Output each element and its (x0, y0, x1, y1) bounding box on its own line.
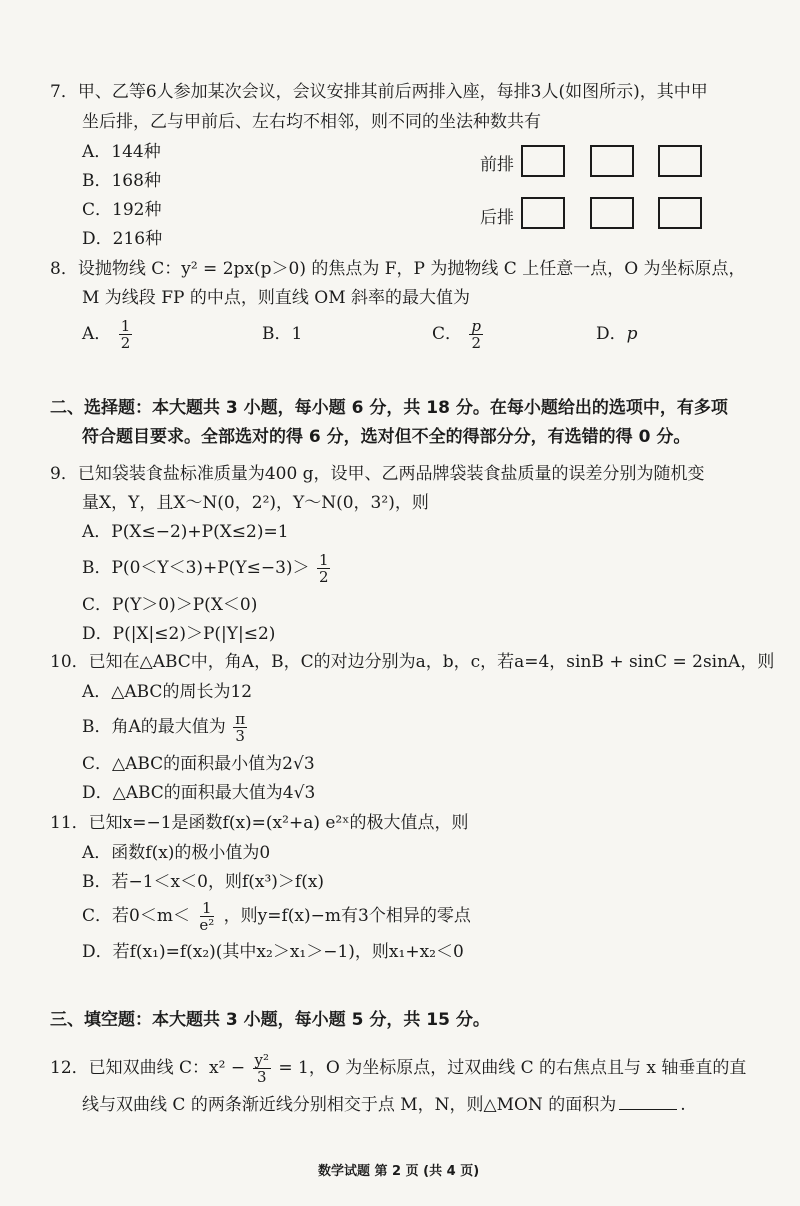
q11-option-a: A．函数f(x)的极小值为0 (82, 843, 271, 863)
q7-stem-line1: 7．甲、乙等6人参加某次会议，会议安排其前后两排入座，每排3人(如图所示)，其中甲 (50, 82, 708, 102)
q8-option-d-value: p (626, 324, 638, 344)
back-seat-3 (658, 197, 702, 229)
q12-stem-start: 12．已知双曲线 C：x² − (50, 1058, 246, 1078)
section-2-heading-line2: 符合题目要求。全部选对的得 6 分，选对但不全的得部分分，有选错的得 0 分。 (82, 427, 691, 447)
front-row-label: 前排 (480, 155, 514, 175)
q12-period: . (680, 1095, 686, 1115)
page-footer: 数学试题 第 2 页 (共 4 页) (318, 1164, 480, 1179)
q8-c-numerator: p (471, 317, 482, 335)
q12-stem-line2-text: 线与双曲线 C 的两条渐近线分别相交于点 M，N，则△MON 的面积为 (82, 1095, 617, 1115)
q8-a-denominator: 2 (120, 334, 131, 352)
q10-option-b-text: B．角A的最大值为 (82, 717, 226, 737)
q8-stem-line1: 8．设抛物线 C：y² = 2px(p＞0) 的焦点为 F，P 为抛物线 C 上任意一点，O 为坐标原点， (50, 259, 746, 279)
q11-option-c-text-start: C．若0＜m＜ (82, 906, 190, 926)
q11-c-numerator: 1 (202, 899, 212, 917)
q8-option-c (432, 318, 485, 351)
q11-option-b: B．若−1＜x＜0，则f(x³)＞f(x) (82, 872, 325, 892)
q11-option-c-fraction (197, 900, 216, 933)
q11-c-denominator: e² (199, 916, 215, 934)
q9-stem-line1: 9．已知袋装食盐标准质量为400 g，设甲、乙两品牌袋装食盐质量的误差分别为随机变 (50, 464, 705, 484)
answer-blank[interactable] (619, 1109, 677, 1110)
q7-option-d: D．216种 (82, 229, 163, 249)
back-row-label: 后排 (480, 208, 514, 228)
q8-option-a-label: A． (82, 324, 112, 344)
q10-option-c: C．△ABC的面积最小值为2√3 (82, 754, 315, 774)
q8-stem-line2: M 为线段 FP 的中点，则直线 OM 斜率的最大值为 (82, 288, 471, 308)
q8-a-numerator: 1 (120, 317, 131, 335)
q8-option-c-fraction (469, 318, 483, 351)
q12-stem-line1 (50, 1052, 746, 1085)
q8-c-denominator: 2 (471, 334, 481, 352)
q11-option-d: D．若f(x₁)=f(x₂)(其中x₂＞x₁＞−1)，则x₁+x₂＜0 (82, 942, 464, 962)
q9-option-d: D．P(|X|≤2)＞P(|Y|≤2) (82, 624, 276, 644)
q8-option-b: B．1 (262, 324, 303, 344)
q9-b-numerator: 1 (318, 551, 329, 569)
q12-fraction (253, 1052, 272, 1085)
q8-option-a-fraction (119, 318, 133, 351)
q8-option-a (82, 318, 134, 351)
q12-denominator: 3 (256, 1068, 267, 1086)
q8-option-d-label: D． (596, 324, 627, 344)
q7-stem-line2: 坐后排，乙与甲前后、左右均不相邻，则不同的坐法种数共有 (82, 112, 541, 132)
section-3-heading: 三、填空题：本大题共 3 小题，每小题 5 分，共 15 分。 (50, 1010, 490, 1030)
q10-option-b (82, 711, 249, 744)
q9-option-b-text: B．P(0＜Y＜3)+P(Y≤−3)＞ (82, 558, 310, 578)
q12-numerator: y² (254, 1051, 269, 1069)
q7-option-b: B．168种 (82, 171, 161, 191)
q9-stem-line2: 量X，Y，且X～N(0，2²)，Y～N(0，3²)，则 (82, 493, 429, 513)
front-seat-2 (590, 145, 634, 177)
q10-option-a: A．△ABC的周长为12 (82, 682, 253, 702)
q10-option-d: D．△ABC的面积最大值为4√3 (82, 783, 316, 803)
q8-option-d (596, 322, 638, 346)
back-seat-1 (521, 197, 565, 229)
front-seat-1 (521, 145, 565, 177)
q11-option-c (82, 900, 471, 933)
q7-option-a: A．144种 (82, 142, 161, 162)
q12-stem-line2 (82, 1093, 686, 1117)
q11-stem: 11．已知x=−1是函数f(x)=(x²+a) e²ˣ的极大值点，则 (50, 813, 469, 833)
q10-b-denominator: 3 (235, 727, 245, 745)
q10-b-numerator: π (235, 710, 246, 728)
front-seat-3 (658, 145, 702, 177)
q9-option-b (82, 552, 332, 585)
back-seat-2 (590, 197, 634, 229)
q9-option-a: A．P(X≤−2)+P(X≤2)=1 (82, 522, 289, 542)
q7-option-c: C．192种 (82, 200, 162, 220)
q9-option-c: C．P(Y＞0)＞P(X＜0) (82, 595, 258, 615)
q10-stem: 10．已知在△ABC中，角A，B，C的对边分别为a，b，c，若a=4，sinB + sinC = 2sinA，则 (50, 652, 775, 672)
q10-option-b-fraction (233, 711, 247, 744)
q8-option-c-label: C． (432, 324, 463, 344)
q9-option-b-fraction (317, 552, 331, 585)
q11-option-c-text-end: ，则y=f(x)−m有3个相异的零点 (223, 906, 471, 926)
q12-stem-end: = 1，O 为坐标原点，过双曲线 C 的右焦点且与 x 轴垂直的直 (278, 1058, 747, 1078)
section-2-heading-line1: 二、选择题：本大题共 3 小题，每小题 6 分，共 18 分。在每小题给出的选项中，有多项 (50, 398, 728, 418)
q9-b-denominator: 2 (318, 568, 329, 586)
